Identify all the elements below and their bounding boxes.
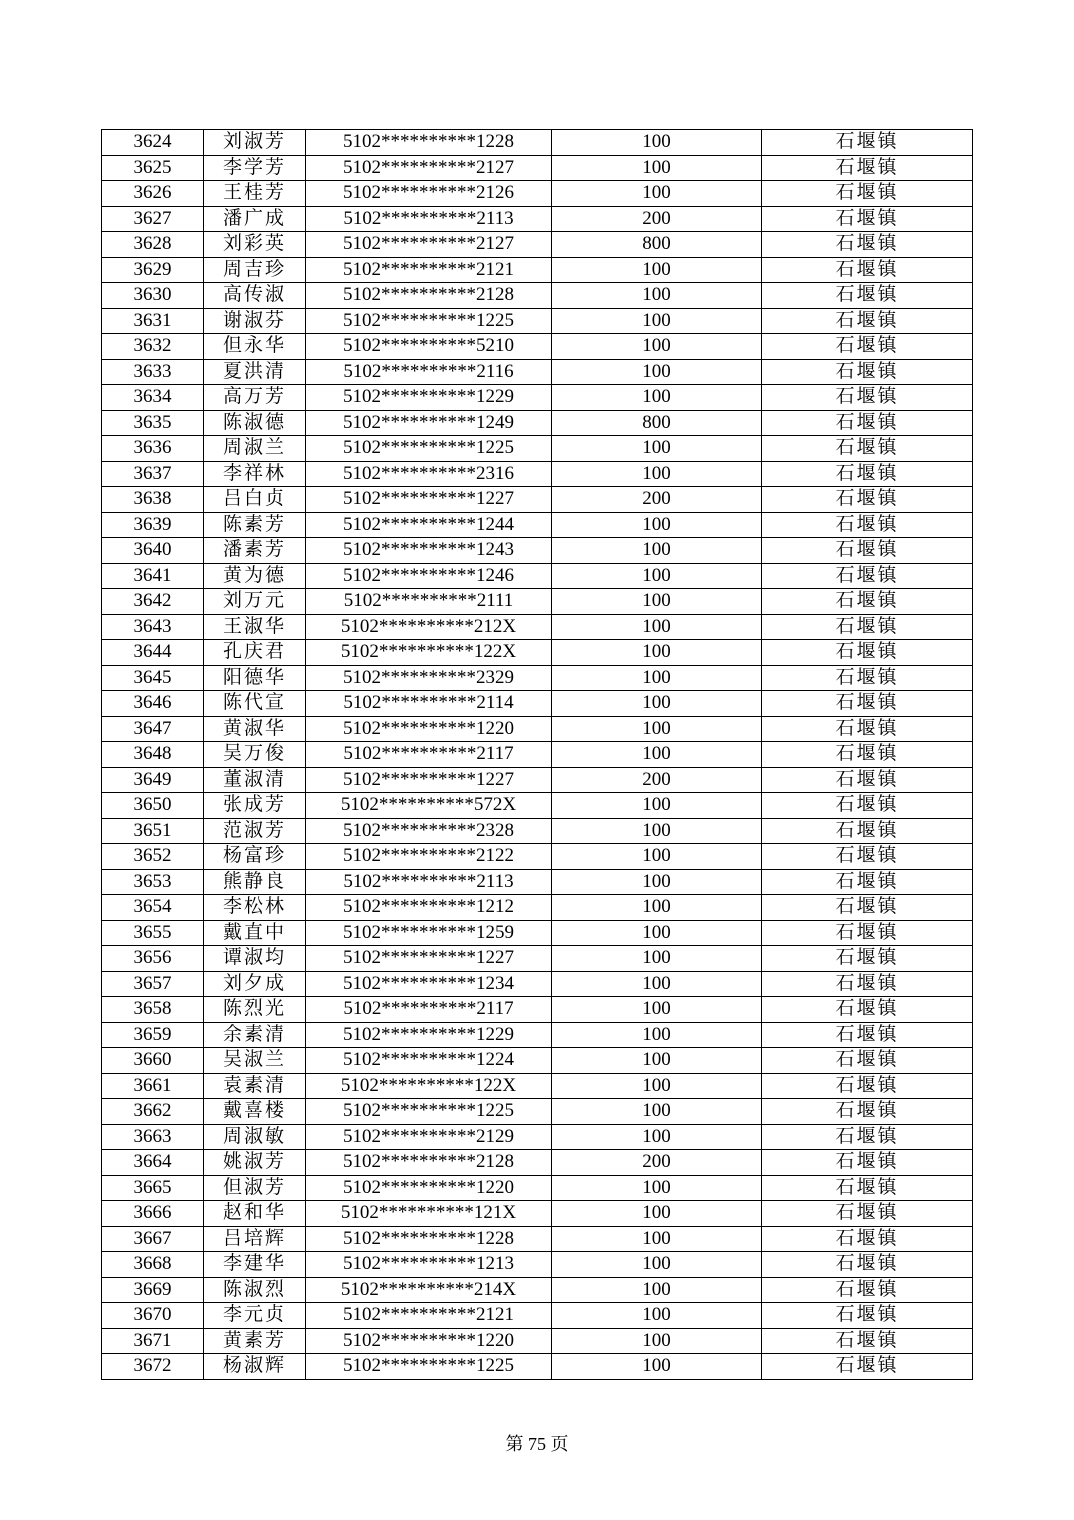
amount-cell: 100 — [552, 155, 762, 181]
serial-number-cell: 3633 — [102, 359, 204, 385]
amount-cell: 800 — [552, 232, 762, 258]
name-cell: 戴喜楼 — [204, 1099, 306, 1125]
amount-cell: 100 — [552, 512, 762, 538]
town-cell: 石堰镇 — [762, 257, 973, 283]
name-cell: 但淑芳 — [204, 1175, 306, 1201]
name-cell: 高万芳 — [204, 385, 306, 411]
id-number-cell: 5102**********2316 — [306, 461, 552, 487]
id-number-cell: 5102**********1229 — [306, 1022, 552, 1048]
id-number-cell: 5102**********214X — [306, 1277, 552, 1303]
table-row — [102, 512, 973, 538]
name-cell: 陈烈光 — [204, 997, 306, 1023]
name-cell: 戴直中 — [204, 920, 306, 946]
id-number-cell: 5102**********1227 — [306, 767, 552, 793]
serial-number-cell: 3630 — [102, 283, 204, 309]
town-cell: 石堰镇 — [762, 844, 973, 870]
id-number-cell: 5102**********1224 — [306, 1048, 552, 1074]
serial-number-cell: 3654 — [102, 895, 204, 921]
town-cell: 石堰镇 — [762, 946, 973, 972]
serial-number-cell: 3659 — [102, 1022, 204, 1048]
serial-number-cell: 3651 — [102, 818, 204, 844]
id-number-cell: 5102**********122X — [306, 1073, 552, 1099]
table-row — [102, 436, 973, 462]
id-number-cell: 5102**********1220 — [306, 1175, 552, 1201]
amount-cell: 100 — [552, 1201, 762, 1227]
table-row — [102, 742, 973, 768]
name-cell: 但永华 — [204, 334, 306, 360]
town-cell: 石堰镇 — [762, 920, 973, 946]
name-cell: 陈淑烈 — [204, 1277, 306, 1303]
town-cell: 石堰镇 — [762, 487, 973, 513]
name-cell: 陈代宣 — [204, 691, 306, 717]
name-cell: 黄为德 — [204, 563, 306, 589]
town-cell: 石堰镇 — [762, 1124, 973, 1150]
town-cell: 石堰镇 — [762, 614, 973, 640]
table-row — [102, 1252, 973, 1278]
id-number-cell: 5102**********2122 — [306, 844, 552, 870]
id-number-cell: 5102**********2117 — [306, 997, 552, 1023]
id-number-cell: 5102**********2127 — [306, 232, 552, 258]
table-row — [102, 895, 973, 921]
town-cell: 石堰镇 — [762, 1201, 973, 1227]
amount-cell: 100 — [552, 1175, 762, 1201]
serial-number-cell: 3653 — [102, 869, 204, 895]
amount-cell: 100 — [552, 920, 762, 946]
serial-number-cell: 3635 — [102, 410, 204, 436]
town-cell: 石堰镇 — [762, 1048, 973, 1074]
town-cell: 石堰镇 — [762, 334, 973, 360]
serial-number-cell: 3671 — [102, 1328, 204, 1354]
page-number: 第 75 页 — [505, 1434, 569, 1454]
table-row — [102, 844, 973, 870]
serial-number-cell: 3624 — [102, 130, 204, 156]
amount-cell: 100 — [552, 589, 762, 615]
name-cell: 袁素清 — [204, 1073, 306, 1099]
name-cell: 夏洪清 — [204, 359, 306, 385]
table-row — [102, 1124, 973, 1150]
id-number-cell: 5102**********121X — [306, 1201, 552, 1227]
table-row — [102, 181, 973, 207]
id-number-cell: 5102**********5210 — [306, 334, 552, 360]
town-cell: 石堰镇 — [762, 1354, 973, 1380]
table-body — [102, 130, 973, 1380]
town-cell: 石堰镇 — [762, 742, 973, 768]
id-number-cell: 5102**********1234 — [306, 971, 552, 997]
serial-number-cell: 3640 — [102, 538, 204, 564]
table-row — [102, 665, 973, 691]
table-row — [102, 130, 973, 156]
table-row — [102, 691, 973, 717]
serial-number-cell: 3664 — [102, 1150, 204, 1176]
serial-number-cell: 3662 — [102, 1099, 204, 1125]
name-cell: 李元贞 — [204, 1303, 306, 1329]
amount-cell: 100 — [552, 1226, 762, 1252]
serial-number-cell: 3625 — [102, 155, 204, 181]
town-cell: 石堰镇 — [762, 1175, 973, 1201]
id-number-cell: 5102**********1225 — [306, 1099, 552, 1125]
table-row — [102, 334, 973, 360]
amount-cell: 100 — [552, 1277, 762, 1303]
town-cell: 石堰镇 — [762, 589, 973, 615]
amount-cell: 100 — [552, 971, 762, 997]
table-row — [102, 283, 973, 309]
serial-number-cell: 3657 — [102, 971, 204, 997]
table-row — [102, 1328, 973, 1354]
id-number-cell: 5102**********1212 — [306, 895, 552, 921]
table-row — [102, 997, 973, 1023]
table-row — [102, 563, 973, 589]
amount-cell: 100 — [552, 1303, 762, 1329]
id-number-cell: 5102**********2114 — [306, 691, 552, 717]
name-cell: 阳德华 — [204, 665, 306, 691]
amount-cell: 100 — [552, 614, 762, 640]
name-cell: 周淑兰 — [204, 436, 306, 462]
id-number-cell: 5102**********1259 — [306, 920, 552, 946]
serial-number-cell: 3672 — [102, 1354, 204, 1380]
table-row — [102, 232, 973, 258]
amount-cell: 100 — [552, 665, 762, 691]
serial-number-cell: 3636 — [102, 436, 204, 462]
table-row — [102, 1099, 973, 1125]
serial-number-cell: 3634 — [102, 385, 204, 411]
name-cell: 王桂芳 — [204, 181, 306, 207]
serial-number-cell: 3665 — [102, 1175, 204, 1201]
amount-cell: 100 — [552, 1073, 762, 1099]
table-row — [102, 1073, 973, 1099]
town-cell: 石堰镇 — [762, 155, 973, 181]
serial-number-cell: 3661 — [102, 1073, 204, 1099]
id-number-cell: 5102**********1243 — [306, 538, 552, 564]
amount-cell: 200 — [552, 206, 762, 232]
town-cell: 石堰镇 — [762, 818, 973, 844]
amount-cell: 100 — [552, 869, 762, 895]
amount-cell: 100 — [552, 334, 762, 360]
serial-number-cell: 3644 — [102, 640, 204, 666]
table-row — [102, 461, 973, 487]
serial-number-cell: 3637 — [102, 461, 204, 487]
id-number-cell: 5102**********212X — [306, 614, 552, 640]
town-cell: 石堰镇 — [762, 385, 973, 411]
serial-number-cell: 3645 — [102, 665, 204, 691]
amount-cell: 100 — [552, 844, 762, 870]
name-cell: 刘彩英 — [204, 232, 306, 258]
amount-cell: 100 — [552, 997, 762, 1023]
name-cell: 高传淑 — [204, 283, 306, 309]
serial-number-cell: 3632 — [102, 334, 204, 360]
amount-cell: 100 — [552, 1099, 762, 1125]
name-cell: 李建华 — [204, 1252, 306, 1278]
table-row — [102, 410, 973, 436]
id-number-cell: 5102**********572X — [306, 793, 552, 819]
serial-number-cell: 3652 — [102, 844, 204, 870]
name-cell: 孔庆君 — [204, 640, 306, 666]
town-cell: 石堰镇 — [762, 461, 973, 487]
amount-cell: 100 — [552, 359, 762, 385]
id-number-cell: 5102**********2113 — [306, 206, 552, 232]
serial-number-cell: 3643 — [102, 614, 204, 640]
name-cell: 陈素芳 — [204, 512, 306, 538]
table-row — [102, 308, 973, 334]
town-cell: 石堰镇 — [762, 869, 973, 895]
town-cell: 石堰镇 — [762, 971, 973, 997]
table-row — [102, 385, 973, 411]
id-number-cell: 5102**********2129 — [306, 1124, 552, 1150]
name-cell: 姚淑芳 — [204, 1150, 306, 1176]
serial-number-cell: 3658 — [102, 997, 204, 1023]
name-cell: 杨富珍 — [204, 844, 306, 870]
table-row — [102, 946, 973, 972]
amount-cell: 100 — [552, 716, 762, 742]
table-row — [102, 155, 973, 181]
serial-number-cell: 3669 — [102, 1277, 204, 1303]
id-number-cell: 5102**********2128 — [306, 283, 552, 309]
town-cell: 石堰镇 — [762, 997, 973, 1023]
serial-number-cell: 3628 — [102, 232, 204, 258]
table-row — [102, 716, 973, 742]
town-cell: 石堰镇 — [762, 895, 973, 921]
table-row — [102, 1048, 973, 1074]
name-cell: 张成芳 — [204, 793, 306, 819]
id-number-cell: 5102**********122X — [306, 640, 552, 666]
town-cell: 石堰镇 — [762, 665, 973, 691]
id-number-cell: 5102**********1227 — [306, 487, 552, 513]
serial-number-cell: 3631 — [102, 308, 204, 334]
amount-cell: 100 — [552, 436, 762, 462]
name-cell: 刘淑芳 — [204, 130, 306, 156]
amount-cell: 100 — [552, 181, 762, 207]
town-cell: 石堰镇 — [762, 181, 973, 207]
table-row — [102, 920, 973, 946]
amount-cell: 100 — [552, 308, 762, 334]
name-cell: 潘素芳 — [204, 538, 306, 564]
amount-cell: 100 — [552, 1022, 762, 1048]
table-row — [102, 1226, 973, 1252]
town-cell: 石堰镇 — [762, 206, 973, 232]
table-row — [102, 538, 973, 564]
id-number-cell: 5102**********2328 — [306, 818, 552, 844]
amount-cell: 200 — [552, 487, 762, 513]
table-row — [102, 971, 973, 997]
table-row — [102, 589, 973, 615]
town-cell: 石堰镇 — [762, 1073, 973, 1099]
name-cell: 李学芳 — [204, 155, 306, 181]
amount-cell: 100 — [552, 1048, 762, 1074]
table-row — [102, 359, 973, 385]
serial-number-cell: 3648 — [102, 742, 204, 768]
table-row — [102, 1277, 973, 1303]
id-number-cell: 5102**********1244 — [306, 512, 552, 538]
id-number-cell: 5102**********1246 — [306, 563, 552, 589]
id-number-cell: 5102**********1229 — [306, 385, 552, 411]
amount-cell: 100 — [552, 895, 762, 921]
town-cell: 石堰镇 — [762, 1303, 973, 1329]
table-row — [102, 257, 973, 283]
table-row — [102, 1201, 973, 1227]
serial-number-cell: 3656 — [102, 946, 204, 972]
amount-cell: 100 — [552, 818, 762, 844]
name-cell: 赵和华 — [204, 1201, 306, 1227]
town-cell: 石堰镇 — [762, 1099, 973, 1125]
amount-cell: 100 — [552, 385, 762, 411]
table-row — [102, 1175, 973, 1201]
town-cell: 石堰镇 — [762, 1022, 973, 1048]
serial-number-cell: 3639 — [102, 512, 204, 538]
id-number-cell: 5102**********2128 — [306, 1150, 552, 1176]
table-row — [102, 1303, 973, 1329]
table-row — [102, 869, 973, 895]
name-cell: 王淑华 — [204, 614, 306, 640]
town-cell: 石堰镇 — [762, 130, 973, 156]
town-cell: 石堰镇 — [762, 512, 973, 538]
name-cell: 吕白贞 — [204, 487, 306, 513]
amount-cell: 100 — [552, 1252, 762, 1278]
name-cell: 李松林 — [204, 895, 306, 921]
serial-number-cell: 3655 — [102, 920, 204, 946]
town-cell: 石堰镇 — [762, 359, 973, 385]
name-cell: 董淑清 — [204, 767, 306, 793]
amount-cell: 100 — [552, 1354, 762, 1380]
town-cell: 石堰镇 — [762, 1252, 973, 1278]
town-cell: 石堰镇 — [762, 232, 973, 258]
id-number-cell: 5102**********1228 — [306, 130, 552, 156]
amount-cell: 100 — [552, 461, 762, 487]
table-row — [102, 793, 973, 819]
serial-number-cell: 3646 — [102, 691, 204, 717]
amount-cell: 100 — [552, 946, 762, 972]
amount-cell: 100 — [552, 1328, 762, 1354]
id-number-cell: 5102**********1220 — [306, 1328, 552, 1354]
serial-number-cell: 3642 — [102, 589, 204, 615]
serial-number-cell: 3660 — [102, 1048, 204, 1074]
amount-cell: 100 — [552, 563, 762, 589]
town-cell: 石堰镇 — [762, 691, 973, 717]
name-cell: 熊静良 — [204, 869, 306, 895]
serial-number-cell: 3668 — [102, 1252, 204, 1278]
id-number-cell: 5102**********2126 — [306, 181, 552, 207]
town-cell: 石堰镇 — [762, 436, 973, 462]
town-cell: 石堰镇 — [762, 793, 973, 819]
amount-cell: 100 — [552, 257, 762, 283]
table-row — [102, 206, 973, 232]
amount-cell: 100 — [552, 538, 762, 564]
id-number-cell: 5102**********2117 — [306, 742, 552, 768]
id-number-cell: 5102**********1225 — [306, 436, 552, 462]
amount-cell: 100 — [552, 793, 762, 819]
name-cell: 范淑芳 — [204, 818, 306, 844]
amount-cell: 100 — [552, 640, 762, 666]
id-number-cell: 5102**********1225 — [306, 1354, 552, 1380]
town-cell: 石堰镇 — [762, 1328, 973, 1354]
table-row — [102, 1354, 973, 1380]
serial-number-cell: 3649 — [102, 767, 204, 793]
town-cell: 石堰镇 — [762, 1226, 973, 1252]
id-number-cell: 5102**********2127 — [306, 155, 552, 181]
amount-cell: 100 — [552, 742, 762, 768]
amount-cell: 200 — [552, 767, 762, 793]
name-cell: 刘万元 — [204, 589, 306, 615]
name-cell: 陈淑德 — [204, 410, 306, 436]
town-cell: 石堰镇 — [762, 716, 973, 742]
serial-number-cell: 3638 — [102, 487, 204, 513]
serial-number-cell: 3647 — [102, 716, 204, 742]
table-row — [102, 1150, 973, 1176]
amount-cell: 100 — [552, 130, 762, 156]
id-number-cell: 5102**********1225 — [306, 308, 552, 334]
serial-number-cell: 3641 — [102, 563, 204, 589]
table-row — [102, 487, 973, 513]
name-cell: 周淑敏 — [204, 1124, 306, 1150]
serial-number-cell: 3667 — [102, 1226, 204, 1252]
town-cell: 石堰镇 — [762, 1277, 973, 1303]
table-row — [102, 767, 973, 793]
table-row — [102, 614, 973, 640]
id-number-cell: 5102**********1249 — [306, 410, 552, 436]
name-cell: 周吉珍 — [204, 257, 306, 283]
serial-number-cell: 3627 — [102, 206, 204, 232]
id-number-cell: 5102**********1227 — [306, 946, 552, 972]
town-cell: 石堰镇 — [762, 308, 973, 334]
name-cell: 余素清 — [204, 1022, 306, 1048]
town-cell: 石堰镇 — [762, 767, 973, 793]
town-cell: 石堰镇 — [762, 1150, 973, 1176]
name-cell: 李祥林 — [204, 461, 306, 487]
name-cell: 刘夕成 — [204, 971, 306, 997]
name-cell: 谭淑均 — [204, 946, 306, 972]
name-cell: 吴万俊 — [204, 742, 306, 768]
amount-cell: 100 — [552, 691, 762, 717]
town-cell: 石堰镇 — [762, 410, 973, 436]
id-number-cell: 5102**********2329 — [306, 665, 552, 691]
town-cell: 石堰镇 — [762, 563, 973, 589]
serial-number-cell: 3629 — [102, 257, 204, 283]
serial-number-cell: 3626 — [102, 181, 204, 207]
table-row — [102, 1022, 973, 1048]
amount-cell: 100 — [552, 283, 762, 309]
name-cell: 黄素芳 — [204, 1328, 306, 1354]
town-cell: 石堰镇 — [762, 538, 973, 564]
table-row — [102, 818, 973, 844]
amount-cell: 100 — [552, 1124, 762, 1150]
id-number-cell: 5102**********1228 — [306, 1226, 552, 1252]
id-number-cell: 5102**********2121 — [306, 1303, 552, 1329]
name-cell: 黄淑华 — [204, 716, 306, 742]
id-number-cell: 5102**********2111 — [306, 589, 552, 615]
serial-number-cell: 3650 — [102, 793, 204, 819]
serial-number-cell: 3670 — [102, 1303, 204, 1329]
id-number-cell: 5102**********2121 — [306, 257, 552, 283]
id-number-cell: 5102**********2116 — [306, 359, 552, 385]
name-cell: 吕培辉 — [204, 1226, 306, 1252]
town-cell: 石堰镇 — [762, 283, 973, 309]
id-number-cell: 5102**********1213 — [306, 1252, 552, 1278]
town-cell: 石堰镇 — [762, 640, 973, 666]
amount-cell: 800 — [552, 410, 762, 436]
id-number-cell: 5102**********2113 — [306, 869, 552, 895]
name-cell: 吴淑兰 — [204, 1048, 306, 1074]
recipient-table — [101, 129, 973, 1380]
name-cell: 潘广成 — [204, 206, 306, 232]
id-number-cell: 5102**********1220 — [306, 716, 552, 742]
table-row — [102, 640, 973, 666]
name-cell: 杨淑辉 — [204, 1354, 306, 1380]
name-cell: 谢淑芬 — [204, 308, 306, 334]
serial-number-cell: 3663 — [102, 1124, 204, 1150]
amount-cell: 200 — [552, 1150, 762, 1176]
serial-number-cell: 3666 — [102, 1201, 204, 1227]
